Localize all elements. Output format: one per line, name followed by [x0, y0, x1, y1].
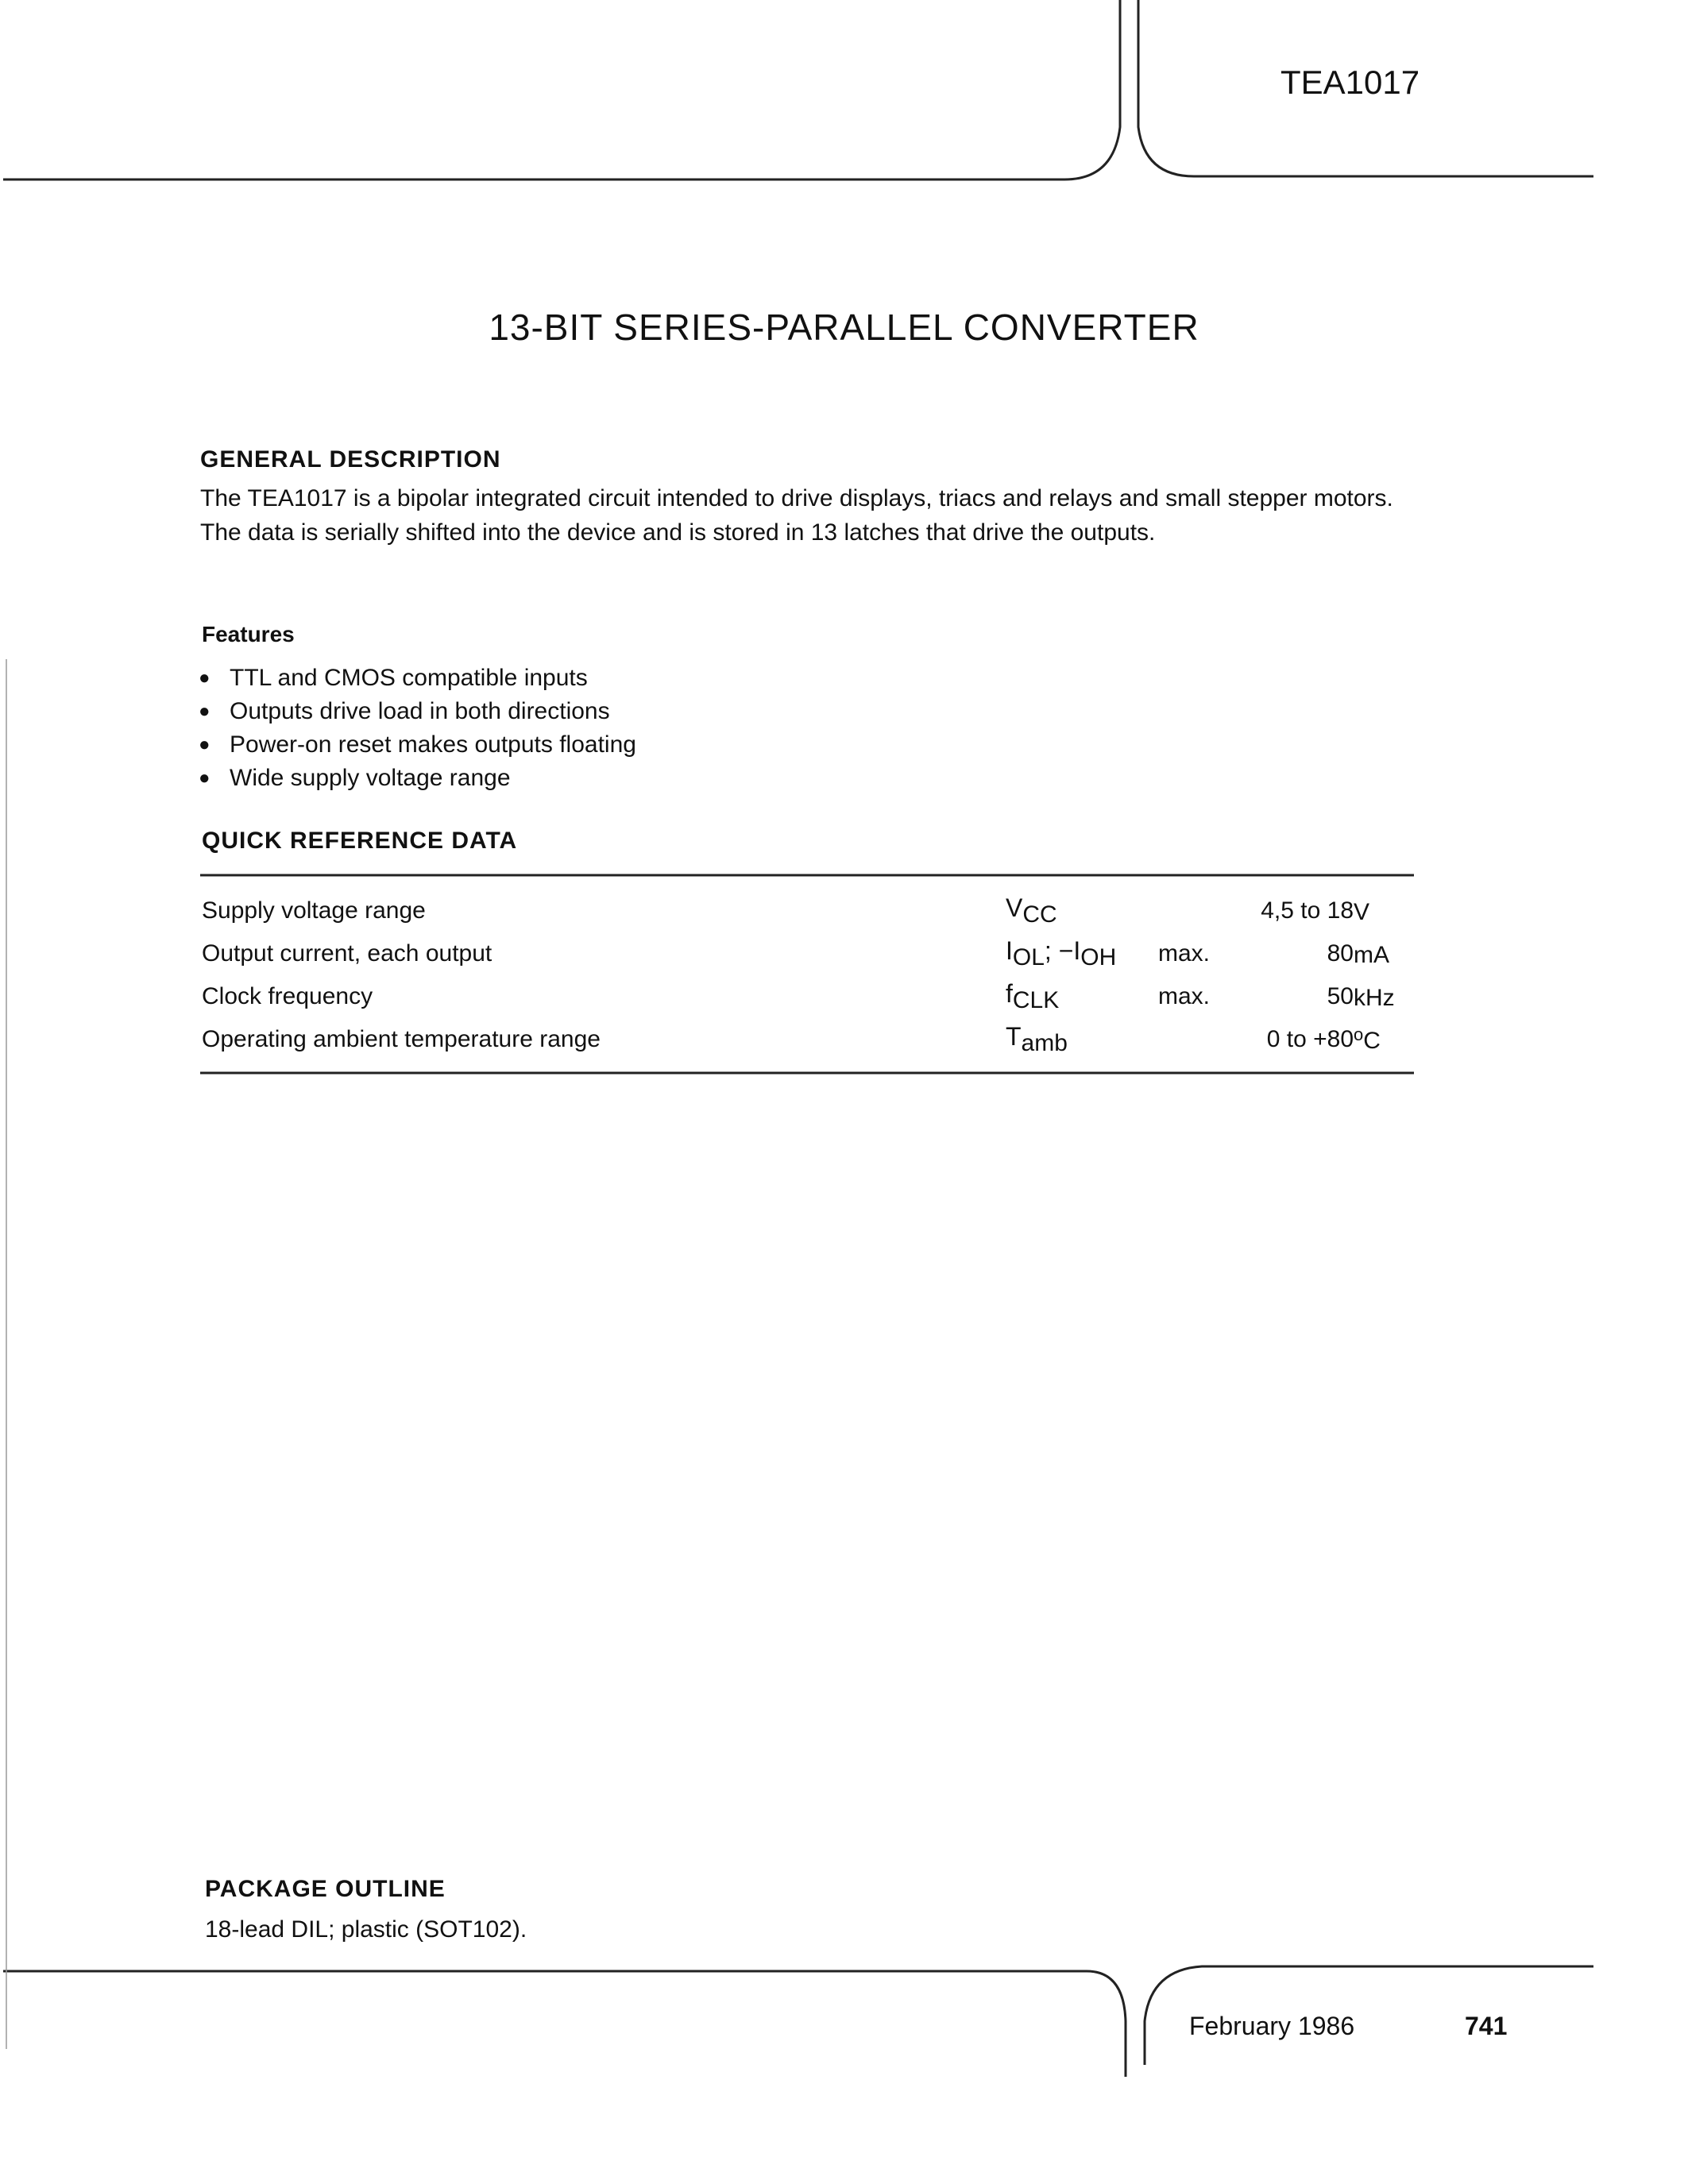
qrd-symbol-sub: CLK: [1012, 987, 1060, 1013]
qrd-symbol: [1006, 1018, 1158, 1061]
qrd-symbol: [1006, 889, 1158, 932]
qrd-symbol-sub: OL: [1012, 944, 1045, 970]
qrd-unit-main: V: [1354, 899, 1370, 925]
qrd-symbol-suffix-sub: OH: [1080, 944, 1117, 970]
qrd-row: [202, 1018, 1417, 1061]
header-part-number: TEA1017: [1280, 64, 1420, 101]
qrd-qualifier: [1158, 1018, 1239, 1061]
quick-reference-table: [202, 889, 1417, 1061]
qrd-parameter: Operating ambient temperature range: [202, 1026, 601, 1052]
qrd-parameter: Output current, each output: [202, 940, 492, 967]
qrd-parameter: Supply voltage range: [202, 897, 426, 924]
footer-date: February 1986: [1189, 2012, 1355, 2040]
qrd-value: 80: [1327, 940, 1354, 967]
qrd-symbol-suffix: ; −I: [1044, 936, 1081, 965]
feature-item: ● Outputs drive load in both directions: [199, 695, 636, 728]
qrd-parameter: Clock frequency: [202, 983, 373, 1009]
qrd-unit-main: kHz: [1354, 985, 1395, 1011]
qrd-qualifier: [1158, 889, 1239, 932]
footer-page-number: 741: [1465, 2012, 1508, 2040]
qrd-symbol-main: T: [1006, 1022, 1022, 1051]
general-description-heading: GENERAL DESCRIPTION: [200, 446, 501, 473]
qrd-symbol-main: V: [1006, 893, 1023, 922]
qrd-symbol: [1006, 932, 1158, 975]
qrd-unit-main: C: [1363, 1028, 1381, 1054]
feature-item: ● TTL and CMOS compatible inputs: [199, 662, 636, 695]
qrd-value: 50: [1327, 983, 1354, 1009]
qrd-symbol-main: I: [1006, 936, 1013, 965]
quick-reference-heading: QUICK REFERENCE DATA: [202, 828, 518, 854]
qrd-unit: [1354, 1018, 1417, 1061]
qrd-symbol-sub: amb: [1021, 1030, 1068, 1056]
general-description-text: The TEA1017 is a bipolar integrated circuit intended to drive displays, triacs and relays and small stepper motors. The data is serially shifted into the device and is stored in 13 latches that drive the outputs.: [200, 485, 1393, 546]
package-outline-heading: PACKAGE OUTLINE: [205, 1876, 446, 1902]
feature-item: ● Power-on reset makes outputs floating: [199, 728, 636, 762]
features-list: [199, 662, 636, 795]
qrd-unit: [1354, 975, 1417, 1018]
qrd-unit: [1354, 889, 1417, 932]
qrd-symbol: [1006, 975, 1158, 1018]
package-outline-text: 18-lead DIL; plastic (SOT102).: [205, 1916, 527, 1943]
qrd-row: [202, 975, 1417, 1018]
qrd-unit-main: mA: [1354, 942, 1389, 968]
qrd-unit: [1354, 932, 1417, 975]
qrd-symbol-main: f: [1006, 979, 1013, 1008]
document-title: 13-BIT SERIES-PARALLEL CONVERTER: [489, 307, 1199, 348]
qrd-row: [202, 932, 1417, 975]
qrd-qualifier: max.: [1158, 983, 1211, 1009]
footer-rule-left: [3, 1971, 1126, 2077]
qrd-symbol-sub: CC: [1022, 901, 1057, 928]
qrd-row: [202, 889, 1417, 932]
qrd-unit-sup: o: [1354, 1024, 1364, 1044]
header-rule-left: [3, 0, 1120, 179]
features-heading: Features: [202, 622, 295, 646]
qrd-value: 4,5 to 18: [1261, 897, 1354, 924]
qrd-qualifier: max.: [1158, 940, 1211, 967]
feature-item: ● Wide supply voltage range: [199, 762, 636, 795]
qrd-value: 0 to +80: [1266, 1026, 1354, 1052]
